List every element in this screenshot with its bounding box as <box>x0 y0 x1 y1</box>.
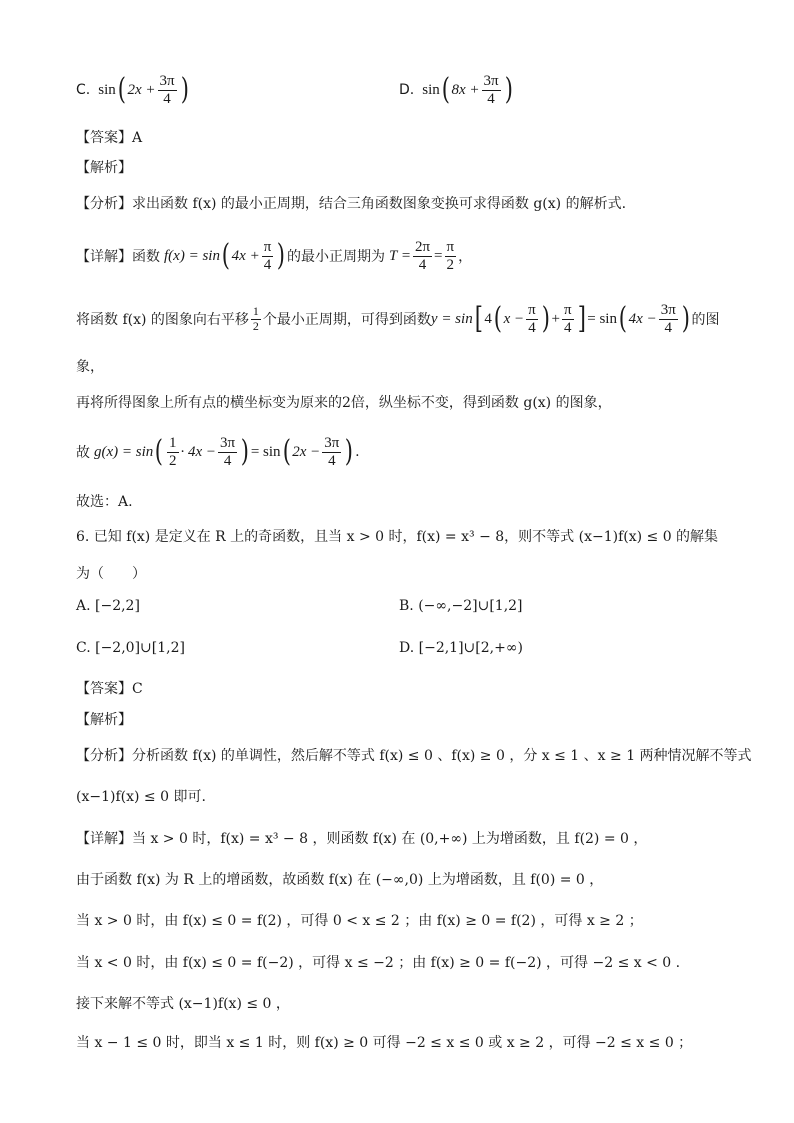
option-d-label: D. <box>399 82 415 98</box>
question-6-line-2: 为（ ） <box>76 566 146 582</box>
option-d: D. [−2,1]∪[2,+∞) <box>399 640 523 656</box>
paren-right: ) <box>277 238 286 273</box>
detail-2-line-5: 接下来解不等式 (x−1)f(x) ≤ 0 ， <box>76 996 290 1012</box>
detail-2-line-4: 当 x < 0 时，由 f(x) ≤ 0 = f(−2) ，可得 x ≤ −2 ；由 f(x) ≥ 0 = f(−2) ，可得 −2 ≤ x < 0 . <box>76 955 681 971</box>
frac-den: 4 <box>418 256 427 273</box>
coef: 4 <box>484 310 492 327</box>
scale-line: 再将所得图象上所有点的横坐标变为原来的2倍，纵坐标不变，得到函数 g(x) 的图象， <box>76 395 612 411</box>
frac-den: 4 <box>223 452 232 469</box>
paren-right: ) <box>240 434 250 469</box>
frac-num: 3π <box>159 73 175 89</box>
frac-num: π <box>528 302 536 318</box>
period: . <box>355 444 360 460</box>
y-sin: y = sin <box>430 310 473 327</box>
fraction <box>167 435 179 469</box>
sin-text: sin <box>98 81 116 98</box>
detail-2-line-3: 当 x > 0 时，由 f(x) ≤ 0 = f(2) ，可得 0 < x ≤ 2 ；由 f(x) ≥ 0 = f(2) ，可得 x ≥ 2 ； <box>76 913 643 929</box>
fraction <box>413 239 432 273</box>
option-c: C. [−2,0]∪[1,2] <box>76 640 185 656</box>
paren-right: ) <box>504 72 513 107</box>
frac-den: 2 <box>169 452 177 469</box>
paren-left: ( <box>493 301 502 336</box>
fraction <box>526 302 538 336</box>
paren-left: ( <box>441 72 450 107</box>
inner-expr: · 4x − <box>180 443 217 460</box>
conclusion-line <box>76 432 754 472</box>
detail-prefix: 【详解】函数 <box>76 249 160 265</box>
option-d-top <box>399 72 754 108</box>
frac-num: 3π <box>660 302 676 318</box>
frac-den: 4 <box>328 452 336 469</box>
frac-num: π <box>446 239 455 255</box>
analysis-heading-2: 【解析】 <box>76 712 132 728</box>
inner-expr: 2x − <box>292 443 321 460</box>
inner-expr: 4x − <box>628 310 657 327</box>
inner-expr: x − <box>503 310 525 327</box>
frac-num: 2π <box>414 239 431 255</box>
frac-num: 3π <box>483 73 499 89</box>
frac-den: 4 <box>563 319 572 336</box>
paren-right: ) <box>345 434 354 469</box>
bracket-left: [ <box>474 301 483 336</box>
fraction <box>218 435 237 469</box>
answer-line: 【答案】A <box>76 130 143 146</box>
analysis-text-2a: 【分析】分析函数 f(x) 的单调性，然后解不等式 f(x) ≤ 0 、f(x) ≥ 0 ，分 x ≤ 1 、x ≥ 1 两种情况解不等式 <box>76 748 752 764</box>
shift-line <box>76 298 754 340</box>
frac-den: 4 <box>263 256 272 273</box>
option-c-label: C. <box>76 82 91 98</box>
analysis-text: 【分析】求出函数 f(x) 的最小正周期，结合三角函数图象变换可求得函数 g(x) 的解析式. <box>76 196 627 212</box>
shift-end: 的图 <box>691 312 720 328</box>
fraction <box>482 73 501 107</box>
fraction <box>262 239 274 273</box>
fraction <box>251 305 261 332</box>
frac-den: 2 <box>252 318 259 333</box>
frac-den: 4 <box>528 319 536 336</box>
paren-left: ( <box>221 238 230 273</box>
equals: = <box>434 247 443 264</box>
choose-line: 故选：A. <box>76 494 133 510</box>
shift-prefix: 将函数 f(x) 的图象向右平移 <box>76 312 249 328</box>
frac-num: 1 <box>252 304 259 319</box>
paren-right: ) <box>681 301 690 336</box>
frac-den: 2 <box>446 256 455 273</box>
analysis-heading: 【解析】 <box>76 160 132 176</box>
bracket-right: ] <box>577 301 586 336</box>
comma: ， <box>458 249 473 265</box>
fraction <box>322 435 341 469</box>
fraction <box>158 73 177 107</box>
paren-right: ) <box>541 301 550 336</box>
paren-left: ( <box>282 434 291 469</box>
detail-mid: 的最小正周期为 <box>287 249 385 265</box>
shift-mid: 个最小正周期，可得到函数 <box>262 312 431 328</box>
option-b: B. (−∞,−2]∪[1,2] <box>399 598 523 614</box>
inner-expr: 4x + <box>231 247 260 264</box>
frac-num: 3π <box>324 435 340 451</box>
analysis-text-2b: (x−1)f(x) ≤ 0 即可. <box>76 789 206 805</box>
fraction <box>659 302 678 336</box>
fx-sin: f(x) = sin <box>164 247 220 264</box>
eq-sin: = sin <box>587 310 617 327</box>
paren-right: ) <box>180 72 189 107</box>
paren-left: ( <box>117 72 126 107</box>
answer-line-2: 【答案】C <box>76 681 143 697</box>
inner-expr: 2x + <box>127 81 156 98</box>
detail-2-line-6: 当 x − 1 ≤ 0 时，即当 x ≤ 1 时，则 f(x) ≥ 0 可得 −2 ≤ x ≤ 0 或 x ≥ 2 ，可得 −2 ≤ x ≤ 0 ； <box>76 1035 693 1051</box>
paren-left: ( <box>618 301 627 336</box>
detail-2-line-1: 【详解】当 x > 0 时，f(x) = x³ − 8 ，则函数 f(x) 在 (0,+∞) 上为增函数，且 f(2) = 0 ， <box>76 831 648 847</box>
frac-num: π <box>263 239 272 255</box>
detail-line-1 <box>76 236 754 276</box>
period-T: T = <box>389 247 411 264</box>
inner-expr: 8x + <box>451 81 480 98</box>
shift-cont: 象， <box>76 359 104 375</box>
frac-den: 4 <box>487 90 495 107</box>
frac-den: 4 <box>163 90 171 107</box>
frac-num: 3π <box>220 435 236 451</box>
detail-2-line-2: 由于函数 f(x) 为 R 上的增函数，故函数 f(x) 在 (−∞,0) 上为增函数，且 f(0) = 0 ， <box>76 872 604 888</box>
question-6-line-1: 6. 已知 f(x) 是定义在 R 上的奇函数，且当 x > 0 时，f(x) = x³ − 8，则不等式 (x−1)f(x) ≤ 0 的解集 <box>76 529 719 545</box>
sin-text: sin <box>422 81 440 98</box>
option-a: A. [−2,2] <box>76 598 140 614</box>
g-sin: g(x) = sin <box>94 443 154 460</box>
fraction <box>562 302 574 336</box>
fraction <box>445 239 457 273</box>
frac-den: 4 <box>664 319 672 336</box>
gu-prefix: 故 <box>76 445 90 461</box>
eq-sin: = sin <box>250 443 281 460</box>
frac-num: 1 <box>169 435 177 451</box>
paren-left: ( <box>155 434 164 469</box>
plus: + <box>551 310 560 327</box>
frac-num: π <box>563 302 572 318</box>
